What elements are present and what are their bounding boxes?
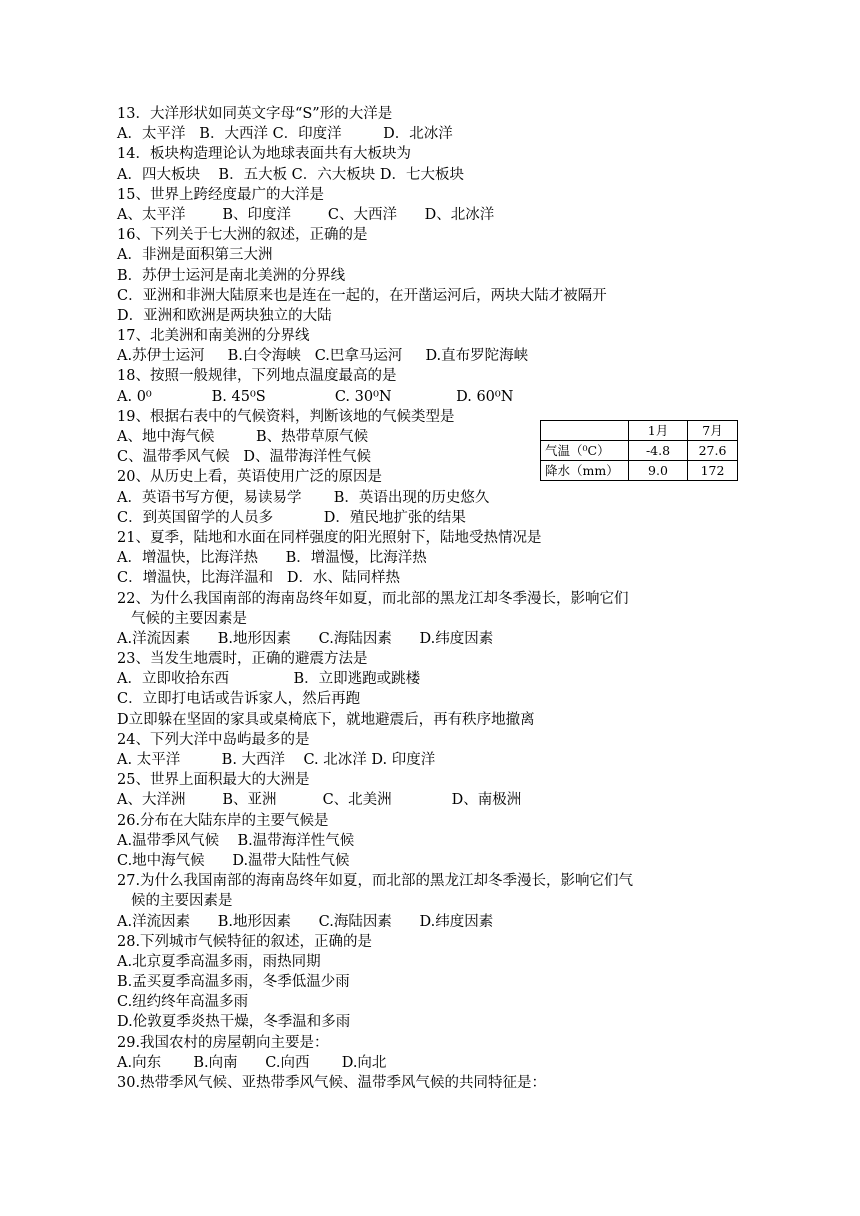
text-line: A.温带季风气候 B.温带海洋性气候 — [117, 832, 355, 849]
climate-data-table — [540, 420, 738, 481]
text-line: 14．板块构造理论认为地球表面共有大板块为 — [117, 146, 411, 163]
text-line: 26.分布在大陆东岸的主要气候是 — [117, 812, 329, 829]
table-cell: 9.0 — [629, 461, 688, 481]
text-line: 24、下列大洋中岛屿最多的是 — [117, 731, 310, 748]
text-line: A、地中海气候 B、热带草原气候 — [117, 429, 369, 445]
table-cell: 172 — [688, 461, 738, 481]
text-line: C．立即打电话或告诉家人，然后再跑 — [117, 691, 361, 708]
text-line: A.向东 B.向南 C.向西 D.向北 — [117, 1054, 387, 1071]
text-line: A、大洋洲 B、亚洲 C、北美洲 D、南极洲 — [117, 792, 522, 809]
table-cell: 27.6 — [688, 441, 738, 461]
text-line: D．亚洲和欧洲是两块独立的大陆 — [117, 307, 332, 324]
text-line: A. 太平洋 B. 大西洋 C. 北冰洋 D. 印度洋 — [117, 752, 436, 768]
table-cell: 7月 — [688, 421, 738, 441]
text-line: D立即躲在坚固的家具或桌椅底下，就地避震后，再有秩序地撤离 — [117, 711, 535, 728]
exam-questions — [117, 104, 757, 1093]
text-line: A、太平洋 B、印度洋 C、大西洋 D、北冰洋 — [117, 206, 495, 223]
text-line: C．到英国留学的人员多 D．殖民地扩张的结果 — [117, 509, 466, 526]
text-line: A.洋流因素 B.地形因素 C.海陆因素 D.纬度因素 — [117, 913, 494, 930]
text-line: A.北京夏季高温多雨，雨热同期 — [117, 953, 321, 970]
text-line: C．增温快，比海洋温和 D．水、陆同样热 — [117, 570, 401, 587]
text-line: B.孟买夏季高温多雨，冬季低温少雨 — [117, 974, 350, 991]
text-line: B．苏伊士运河是南北美洲的分界线 — [117, 267, 346, 284]
text-line: 30.热带季风气候、亚热带季风气候、温带季风气候的共同特征是： — [117, 1075, 547, 1091]
text-line: 15、世界上跨经度最广的大洋是 — [117, 186, 324, 203]
text-line: A．增温快，比海洋热 B．增温慢，比海洋热 — [117, 550, 427, 567]
table-cell: 气温（⁰C） — [541, 441, 629, 461]
text-line: D.伦敦夏季炎热干燥，冬季温和多雨 — [117, 1014, 351, 1031]
text-line: A.洋流因素 B.地形因素 C.海陆因素 D.纬度因素 — [117, 630, 494, 647]
text-line: A．英语书写方便，易读易学 B．英语出现的历史悠久 — [117, 489, 490, 506]
table-cell: -4.8 — [629, 441, 688, 461]
table-cell: 1月 — [629, 421, 688, 441]
text-line: A．立即收拾东西 B．立即逃跑或跳楼 — [117, 671, 421, 688]
text-line: 17、北美洲和南美洲的分界线 — [117, 328, 310, 345]
text-line: A．四大板块 B．五大板 C．六大板块 D．七大板块 — [117, 166, 464, 183]
table-row — [541, 441, 738, 461]
text-line: 13．大洋形状如同英文字母“S”形的大洋是 — [117, 106, 393, 122]
text-line: C.纽约终年高温多雨 — [117, 994, 249, 1011]
text-line: 29.我国农村的房屋朝向主要是： — [117, 1034, 329, 1051]
text-line: 23、当发生地震时，正确的避震方法是 — [117, 651, 368, 668]
table-row — [541, 461, 738, 481]
text-line: A．太平洋 B．大西洋 C．印度洋 D．北冰洋 — [117, 126, 453, 143]
text-line: 20、从历史上看，英语使用广泛的原因是 — [117, 469, 382, 486]
table-cell — [541, 421, 629, 441]
text-line: C、温带季风气候 D、温带海洋性气候 — [117, 449, 372, 466]
text-line: C．亚洲和非洲大陆原来也是连在一起的，在开凿运河后，两块大陆才被隔开 — [117, 287, 607, 304]
text-line: 16、下列关于七大洲的叙述，正确的是 — [117, 227, 368, 244]
table-cell: 降水（mm） — [541, 461, 629, 481]
text-line: A. 0⁰ B. 45⁰S C. 30⁰N D. 60⁰N — [117, 388, 514, 405]
text-line: 18、按照一般规律，下列地点温度最高的是 — [117, 368, 397, 385]
text-line: 21、夏季，陆地和水面在同样强度的阳光照射下，陆地受热情况是 — [117, 529, 542, 546]
table-header-row — [541, 421, 738, 441]
text-line: 28.下列城市气候特征的叙述，正确的是 — [117, 933, 373, 950]
text-line: 气候的主要因素是 — [131, 610, 247, 627]
text-line: 25、世界上面积最大的大洲是 — [117, 772, 310, 789]
text-line: 候的主要因素是 — [131, 893, 233, 910]
text-line: A．非洲是面积第三大洲 — [117, 247, 273, 264]
text-line: 19、根据右表中的气候资料，判断该地的气候类型是 — [117, 408, 455, 425]
text-line: C.地中海气候 D.温带大陆性气候 — [117, 852, 350, 869]
text-line: 27.为什么我国南部的海南岛终年如夏，而北部的黑龙江却冬季漫长，影响它们气 — [117, 873, 634, 890]
text-line: A.苏伊士运河 B.白令海峡 C.巴拿马运河 D.直布罗陀海峡 — [117, 348, 529, 365]
text-line: 22、为什么我国南部的海南岛终年如夏，而北部的黑龙江却冬季漫长，影响它们 — [117, 590, 629, 607]
